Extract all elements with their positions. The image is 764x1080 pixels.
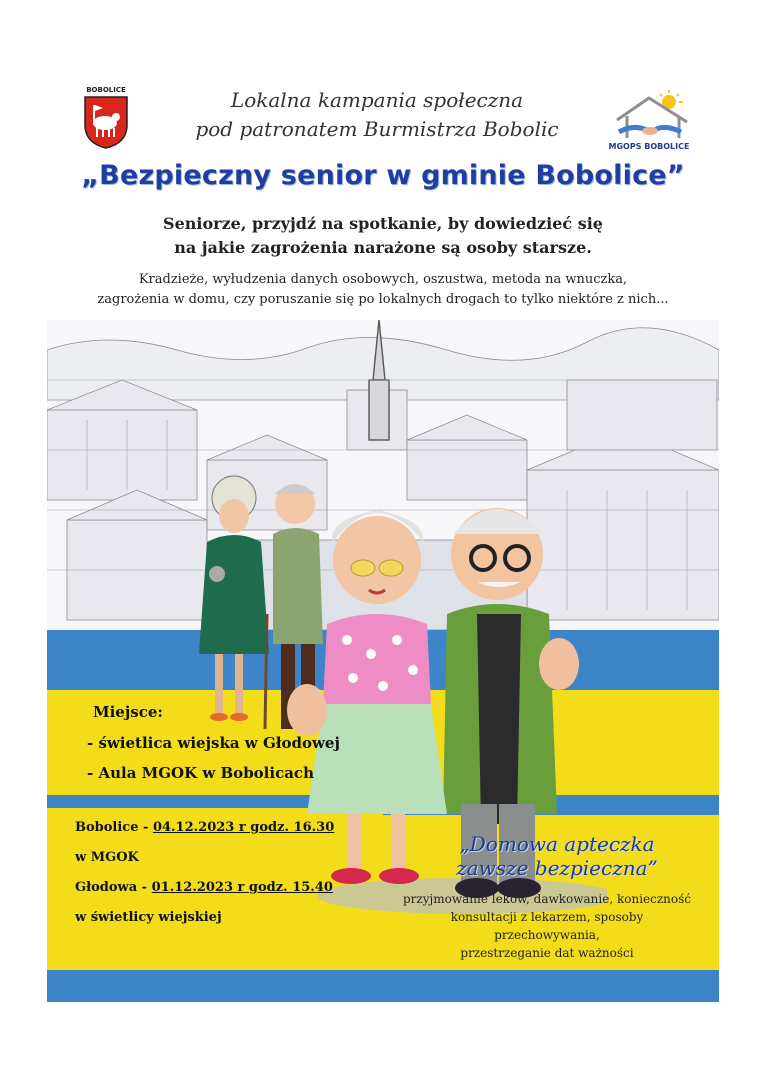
- pharmacy-title-line-1: „Domowa apteczka: [459, 832, 655, 856]
- bobolice-coat-of-arms: [77, 86, 135, 152]
- schedule-row-2: [75, 880, 333, 895]
- intro-text: [77, 270, 689, 310]
- campaign-line-1: Lokalna kampania społeczna: [230, 88, 524, 112]
- schedule-2-date: 01.12.2023 r godz. 15.40: [151, 880, 333, 895]
- place-item-2: - Aula MGOK w Bobolicach: [87, 764, 314, 782]
- pharmacy-desc-line-3: przestrzeganie dat ważności: [460, 946, 634, 960]
- pharmacy-description: [399, 890, 695, 962]
- schedule-1-prefix: Bobolice -: [75, 820, 153, 835]
- intro-line-1: Kradzieże, wyłudzenia danych osobowych, oszustwa, metoda na wnuczka,: [138, 272, 628, 287]
- pharmacy-desc-line-2: konsultacji z lekarzem, sposoby przechowywania,: [450, 910, 644, 942]
- pharmacy-desc-line-1: przyjmowanie leków, dawkowanie, konieczność: [402, 892, 692, 906]
- campaign-line-2: pod patronatem Burmistrza Bobolic: [195, 117, 559, 141]
- mgops-label: MGOPS BOBOLICE: [608, 142, 690, 151]
- pharmacy-title: [427, 832, 687, 880]
- place-item-1: - świetlica wiejska w Głodowej: [87, 734, 340, 752]
- coat-label: BOBOLICE: [86, 86, 126, 94]
- mgops-logo: [599, 88, 699, 156]
- schedule-row-1: [75, 820, 334, 835]
- campaign-heading: [187, 86, 567, 144]
- schedule-2-venue: w świetlicy wiejskiej: [75, 910, 222, 925]
- places-heading: Miejsce:: [93, 703, 163, 721]
- shield-icon: [83, 95, 129, 149]
- pharmacy-title-line-2: zawsze bezpieczna”: [456, 856, 658, 880]
- intro-line-2: zagrożenia w domu, czy poruszanie się po lokalnych drogach to tylko niektóre z nich...: [97, 292, 669, 307]
- subtitle: [87, 212, 679, 260]
- schedule-2-prefix: Głodowa -: [75, 880, 152, 895]
- house-handshake-icon: [599, 88, 699, 142]
- schedule-1-venue: w MGOK: [75, 850, 139, 865]
- subtitle-line-2: na jakie zagrożenia narażone są osoby starsze.: [174, 238, 592, 257]
- blue-band-bottom: [47, 970, 719, 1002]
- schedule-1-date: 04.12.2023 r godz. 16.30: [152, 820, 335, 835]
- main-title: „Bezpieczny senior w gminie Bobolice”: [81, 160, 685, 191]
- subtitle-line-1: Seniorze, przyjdź na spotkanie, by dowiedzieć się: [163, 214, 603, 233]
- poster: [47, 84, 719, 1002]
